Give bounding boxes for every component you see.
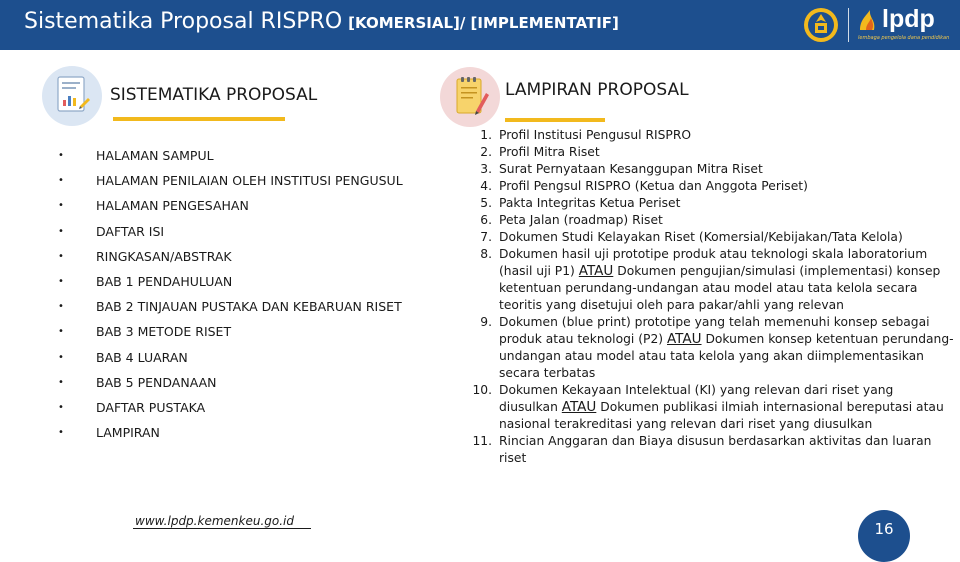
list-item-number: 10. (472, 383, 492, 397)
list-item-text: Surat Pernyataan Kesanggupan Mitra Riset (499, 162, 763, 176)
list-item-text: Rincian Anggaran dan Biaya disusun berdasarkan aktivitas dan luaran riset (499, 434, 932, 465)
list-item (58, 193, 403, 218)
list-item (466, 161, 956, 178)
list-item-number: 3. (480, 162, 492, 176)
list-item (466, 382, 956, 433)
list-item (58, 244, 403, 269)
list-item-text-post: Dokumen publikasi ilmiah internasional bereputasi atau nasional terakreditasi yang relevan dari riset yang diusulkan (499, 400, 944, 431)
list-item-number: 4. (480, 179, 492, 193)
bullet-icon: • (58, 150, 64, 161)
list-item (58, 420, 403, 445)
lampiran-title: LAMPIRAN PROPOSAL (505, 80, 689, 100)
sistematika-title-underline (113, 117, 285, 121)
list-item-text-pre: Dokumen (blue print) prototipe yang telah memenuhi konsep sebagai produk atau teknologi (P2) (499, 315, 930, 346)
list-item (58, 319, 403, 344)
lpdp-logo-subtext: lembaga pengelola dana pendidikan (858, 35, 950, 41)
list-item-label: DAFTAR ISI (96, 223, 165, 239)
atau-label: ATAU (561, 399, 597, 415)
bullet-icon: • (58, 250, 64, 262)
logo-divider (848, 8, 849, 42)
bullet-icon: • (58, 175, 64, 187)
list-item (466, 314, 956, 382)
list-item-text-post: Dokumen konsep ketentuan perundang-undangan atau model atau tata kelola yang akan diimplementasikan secara terbatas (499, 332, 954, 380)
list-item (466, 433, 956, 467)
list-item-text-post: Dokumen pengujian/simulasi (implementasi) konsep ketentuan perundang-undangan atau model atau tata kelola secara teoritis yang disetujui oleh para pakar/ahli yang relevan (499, 264, 941, 312)
list-item (466, 229, 956, 246)
list-item-text: Profil Pengsul RISPRO (Ketua dan Anggota Periset) (499, 179, 808, 193)
list-item-number: 8. (480, 247, 492, 261)
list-item-number: 2. (480, 145, 492, 159)
list-item-text-pre: Dokumen Kekayaan Intelektual (KI) yang relevan dari riset yang diusulkan (499, 383, 894, 414)
list-item-label: BAB 1 PENDAHULUAN (96, 273, 233, 289)
bullet-icon: • (58, 351, 64, 363)
bullet-icon: • (58, 326, 64, 338)
bullet-icon: • (58, 401, 64, 413)
list-item-text-pre: Dokumen hasil uji prototipe produk atau teknologi skala laboratorium (hasil uji P1) (499, 247, 928, 278)
list-item-number: 6. (480, 213, 492, 227)
lpdp-logo-text: lpdp (882, 5, 935, 33)
list-item-label: BAB 4 LUARAN (96, 349, 188, 365)
list-item (466, 127, 956, 144)
document-chart-icon (42, 66, 102, 126)
list-item-label: DAFTAR PUSTAKA (96, 399, 206, 415)
bullet-icon: • (58, 225, 64, 237)
slide-title (24, 9, 619, 34)
list-item-label: HALAMAN SAMPUL (96, 148, 214, 163)
lampiran-title-underline (505, 118, 605, 122)
bullet-icon: • (58, 200, 64, 212)
slide-title-text: Sistematika Proposal RISPRO (24, 9, 343, 34)
sistematika-title: SISTEMATIKA PROPOSAL (110, 85, 318, 105)
bullet-icon: • (58, 427, 64, 439)
list-item-text: Dokumen Studi Kelayakan Riset (Komersial/Kebijakan/Tata Kelola) (499, 230, 903, 244)
list-item-label: HALAMAN PENGESAHAN (96, 198, 249, 214)
list-item-text (499, 382, 956, 433)
bullet-icon: • (58, 376, 64, 388)
list-item (58, 395, 403, 420)
list-item (466, 246, 956, 314)
list-item-number: 1. (480, 128, 492, 142)
list-item-label: BAB 5 PENDANAAN (96, 374, 217, 390)
list-item-label: HALAMAN PENILAIAN OLEH INSTITUSI PENGUSUL (96, 173, 403, 189)
list-item (58, 219, 403, 244)
list-item (58, 269, 403, 294)
list-item-number: 5. (480, 196, 492, 210)
header-bar (0, 0, 960, 50)
document-chart-graphic (42, 66, 102, 126)
lampiran-list (466, 127, 956, 467)
lpdp-flame-icon (856, 8, 882, 34)
logo-group (802, 4, 952, 46)
bullet-icon: • (58, 301, 64, 313)
list-item-number: 9. (480, 315, 492, 329)
list-item-label: LAMPIRAN (96, 425, 160, 441)
list-item-text: Profil Institusi Pengusul RISPRO (499, 128, 692, 142)
list-item-text: Pakta Integritas Ketua Periset (499, 196, 681, 210)
slide-title-tag: [KOMERSIAL]/ [IMPLEMENTATIF] (348, 14, 619, 32)
list-item (58, 370, 403, 395)
list-item (58, 345, 403, 370)
bullet-icon: • (58, 275, 64, 287)
atau-label: ATAU (667, 331, 702, 347)
list-item-text: Peta Jalan (roadmap) Riset (499, 213, 663, 227)
list-item (466, 212, 956, 229)
list-item (466, 195, 956, 212)
list-item-number: 11. (472, 434, 492, 448)
list-item (466, 144, 956, 161)
notepad-pencil-icon (440, 67, 500, 127)
list-item-label: BAB 3 METODE RISET (96, 324, 232, 340)
notepad-pencil-graphic (440, 67, 500, 127)
list-item (58, 294, 403, 319)
list-item-text: Profil Mitra Riset (499, 145, 600, 159)
list-item (466, 178, 956, 195)
kemenkeu-emblem-icon (802, 6, 840, 44)
page-number-badge: 16 (858, 510, 910, 562)
sistematika-list (58, 143, 403, 445)
list-item-label: BAB 2 TINJAUAN PUSTAKA DAN KEBARUAN RISET (96, 299, 402, 315)
list-item-number: 7. (480, 230, 492, 244)
footer-divider (133, 528, 311, 529)
list-item-label: RINGKASAN/ABSTRAK (96, 248, 232, 264)
list-item (58, 168, 403, 193)
list-item-text (499, 246, 956, 314)
list-item-text (499, 314, 956, 382)
list-item (58, 143, 403, 168)
atau-label: ATAU (578, 263, 614, 279)
website-url: www.lpdp.kemenkeu.go.id (135, 514, 294, 528)
